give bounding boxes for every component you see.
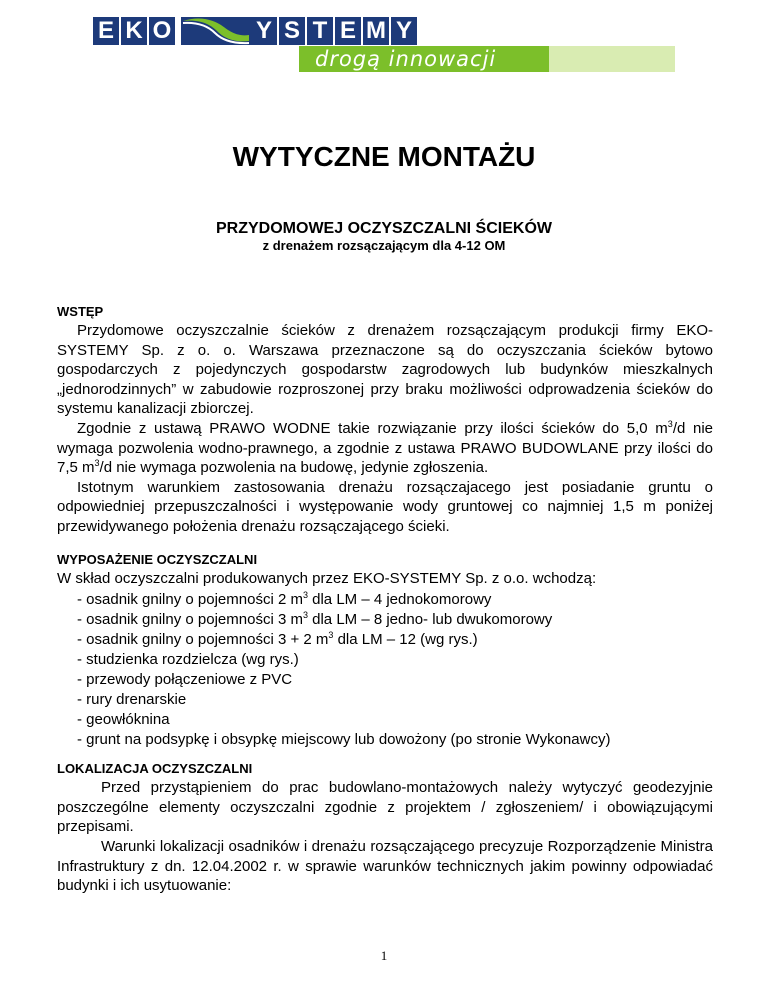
section-heading-location: LOKALIZACJA OCZYSZCZALNI: [57, 761, 253, 777]
document-subtitle: PRZYDOMOWEJ OCZYSZCZALNI ŚCIEKÓW: [216, 220, 552, 237]
superscript: 3: [328, 630, 334, 641]
page-number: 1: [380, 948, 388, 963]
list-item: - przewody połączeniowe z PVC: [77, 671, 293, 689]
company-logo: [93, 17, 675, 73]
superscript: 3: [94, 458, 100, 469]
list-item: - studzienka rozdzielcza (wg rys.): [77, 651, 299, 669]
text-fragment: dla LM – 8 jedno- lub dwukomorowy: [307, 611, 553, 629]
logo-letter: K: [121, 17, 147, 45]
superscript: 3: [667, 418, 673, 429]
list-item: [77, 610, 713, 630]
logo-tagline: drogą innowacji: [315, 47, 497, 71]
logo-letter: Y: [391, 17, 417, 45]
logo-letter: T: [307, 17, 333, 45]
superscript: 3: [302, 590, 308, 601]
list-item: [77, 590, 713, 610]
equipment-lead: W skład oczyszczalni produkowanych przez EKO-SYSTEMY Sp. z o.o. wchodzą:: [57, 569, 597, 587]
text-fragment: - osadnik gnilny o pojemności 3 m: [77, 611, 303, 629]
text-fragment: /d nie wymaga pozwolenia na budowę, jedynie zgłoszenia.: [99, 459, 489, 477]
text-fragment: dla LM – 4 jednokomorowy: [307, 591, 492, 609]
logo-letter: M: [363, 17, 389, 45]
text-fragment: - osadnik gnilny o pojemności 2 m: [77, 591, 303, 609]
document-subtitle-detail: z drenażem rozsączającym dla 4-12 OM: [262, 238, 506, 253]
logo-letter: O: [149, 17, 175, 45]
equipment-list: [57, 590, 713, 750]
section-heading-equipment: WYPOSAŻENIE OCZYSZCZALNI: [57, 551, 258, 567]
text-fragment: dla LM – 12 (wg rys.): [333, 631, 478, 649]
location-paragraph-2: Warunki lokalizacji osadników i drenażu rozsączającego precyzuje Rozporządzenie Ministra Infrastruktury z dn. 12.04.2002 r. w sprawie warunków technicznych jakim powinny odpowiadać budynki i ich usytuowanie:: [57, 837, 713, 895]
text-fragment: - osadnik gnilny o pojemności 3 + 2 m: [77, 631, 329, 649]
text-fragment: /d nie wymaga pozwolenia wodno-prawnego, a zgodnie z ustawa PRAWO BUDOWLANE przy ilości do 7,5 m: [57, 419, 714, 477]
location-paragraph-1: Przed przystąpieniem do prac budowlano-montażowych należy wytyczyć geodezyjnie poszczególne elementy oczyszczalni zgodnie z projektem / zgłoszeniem/ i obowiązującymi przepisami.: [57, 779, 713, 836]
logo-swoosh-icon: [181, 17, 251, 45]
logo-letter: S: [279, 17, 305, 45]
section-heading-intro: WSTĘP: [57, 304, 104, 319]
logo-letters-right: [251, 17, 419, 45]
logo-letter: Y: [251, 17, 277, 45]
list-item: - rury drenarskie: [77, 691, 187, 709]
intro-paragraph-2: [57, 419, 713, 478]
document-body: [57, 303, 713, 896]
text-fragment: Zgodnie z ustawą PRAWO WODNE takie rozwiązanie przy ilości ścieków do 5,0 m: [77, 419, 668, 437]
document-title: WYTYCZNE MONTAŻU: [232, 141, 536, 172]
logo-letters-left: [93, 17, 177, 45]
intro-paragraph-3: Istotnym warunkiem zastosowania drenażu rozsączajacego jest posiadanie gruntu o odpowiedniej przepuszczalności i występowanie wody gruntowej co najmniej 1,5 m poniżej przewidywanego położenia drenażu rozsączającego ścieki.: [57, 478, 713, 535]
list-item: - grunt na podsypkę i obsypkę miejscowy lub dowożony (po stronie Wykonawcy): [77, 731, 611, 749]
logo-letter: E: [93, 17, 119, 45]
intro-paragraph-1: Przydomowe oczyszczalnie ścieków z drenażem rozsączającym produkcji firmy EKO-SYSTEMY Sp. z o. o. Warszawa przeznaczone są do oczyszczania ścieków bytowo gospodarczych z pojedynczych gospodarstw zagrodowych lub budynków mieszkalnych „jednorodzinnych” w zabudowie rozproszonej przy braku możliwości odprowadzenia ścieków do systemu kanalizacji zbiorczej.: [57, 322, 713, 418]
list-item: - geowłóknina: [77, 711, 170, 729]
list-item: [77, 630, 713, 650]
superscript: 3: [302, 610, 308, 621]
logo-letter: E: [335, 17, 361, 45]
